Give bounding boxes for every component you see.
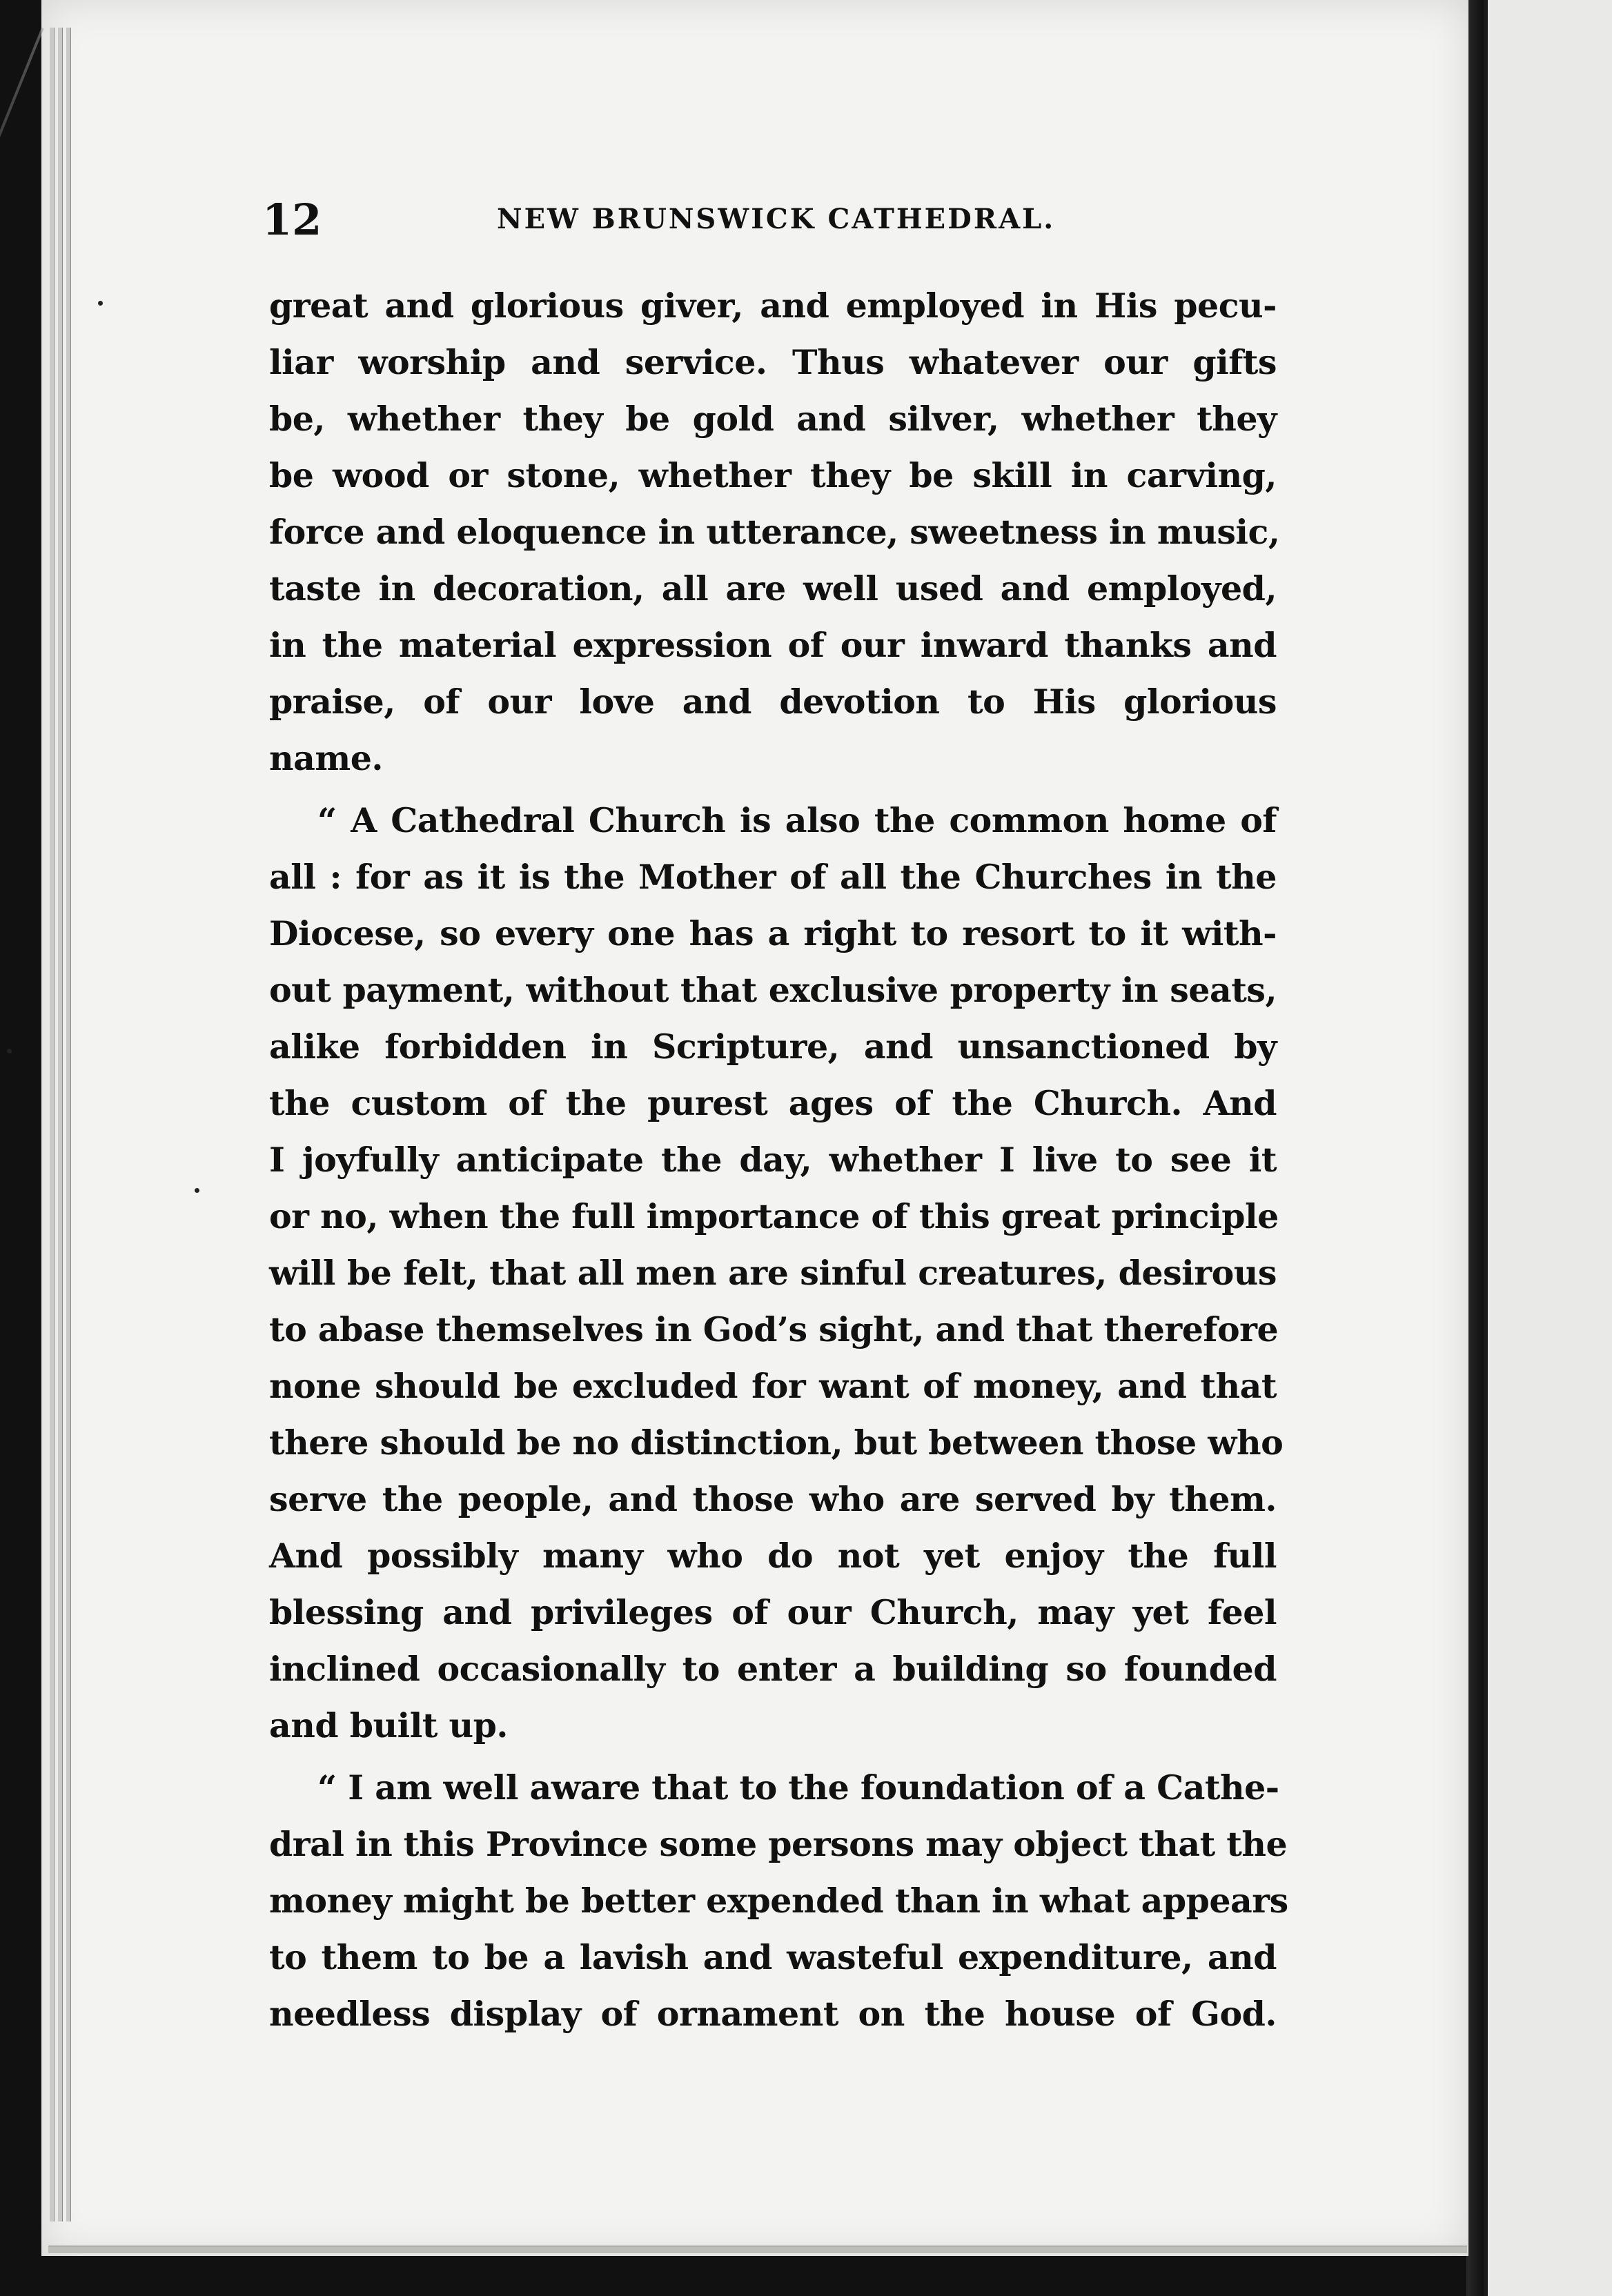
- body-text: [269, 277, 1288, 2042]
- text-line: Diocese, so every one has a right to resort to it with-: [269, 913, 1277, 953]
- text-line: or no, when the full importance of this great principle: [269, 1196, 1279, 1236]
- text-line: force and eloquence in utterance, sweetness in music,: [269, 512, 1280, 552]
- paragraph: [269, 277, 1280, 786]
- page-stack-edge: [66, 28, 71, 2221]
- paragraph-gap: [269, 786, 1277, 792]
- text-line: none should be excluded for want of money, and that: [269, 1366, 1277, 1406]
- text-line: to them to be a lavish and wasteful expenditure, and: [269, 1937, 1277, 1977]
- text-line: liar worship and service. Thus whatever our gifts: [269, 342, 1277, 382]
- paragraph: [269, 1759, 1288, 2042]
- text-line: in the material expression of our inward thanks and: [269, 625, 1277, 665]
- text-line: “ I am well aware that to the foundation of a Cathe-: [317, 1768, 1279, 1808]
- text-line: “ A Cathedral Church is also the common home of: [317, 800, 1277, 840]
- text-line: dral in this Province some persons may object that the: [269, 1824, 1288, 1864]
- ink-speck: [98, 301, 103, 306]
- text-line: all : for as it is the Mother of all the Churches in the: [269, 857, 1277, 897]
- text-line: and built up.: [269, 1705, 508, 1745]
- text-line: inclined occasionally to enter a building so founded: [269, 1649, 1277, 1689]
- text-line: the custom of the purest ages of the Church. And: [269, 1083, 1277, 1123]
- text-line: name.: [269, 738, 383, 778]
- text-line: alike forbidden in Scripture, and unsanctioned by: [269, 1027, 1277, 1067]
- page-stack-edge: [58, 28, 63, 2221]
- ink-speck: [195, 1188, 199, 1193]
- text-line: be wood or stone, whether they be skill in carving,: [269, 455, 1277, 495]
- text-line: needless display of ornament on the house of God.: [269, 1994, 1277, 2034]
- text-line: serve the people, and those who are served by them.: [269, 1479, 1277, 1519]
- text-line: great and glorious giver, and employed in His pecu-: [269, 286, 1277, 326]
- paragraph-gap: [269, 1754, 1277, 1759]
- text-line: to abase themselves in God’s sight, and that therefore: [269, 1309, 1279, 1349]
- page-bottom-edge: [48, 2246, 1467, 2253]
- text-line: be, whether they be gold and silver, whether they: [269, 399, 1277, 439]
- page-number: 12: [262, 195, 322, 245]
- text-line: taste in decoration, all are well used and employed,: [269, 568, 1277, 608]
- text-line: there should be no distinction, but between those who: [269, 1423, 1284, 1463]
- text-line: out payment, without that exclusive property in seats,: [269, 970, 1277, 1010]
- running-title: NEW BRUNSWICK CATHEDRAL.: [497, 203, 1056, 235]
- text-line: blessing and privileges of our Church, may yet feel: [269, 1592, 1277, 1632]
- text-line: praise, of our love and devotion to His glorious: [269, 682, 1277, 722]
- text-line: And possibly many who do not yet enjoy the full: [269, 1536, 1277, 1576]
- text-line: money might be better expended than in what appears: [269, 1881, 1288, 1921]
- ink-speck: [7, 1049, 12, 1053]
- text-line: will be felt, that all men are sinful creatures, desirous: [269, 1253, 1277, 1293]
- text-line: I joyfully anticipate the day, whether I live to see it: [269, 1140, 1277, 1180]
- facing-page-edge: [1484, 0, 1612, 2296]
- paragraph: [269, 792, 1284, 1754]
- page-stack-edge: [50, 28, 55, 2221]
- page-header: [262, 195, 1270, 243]
